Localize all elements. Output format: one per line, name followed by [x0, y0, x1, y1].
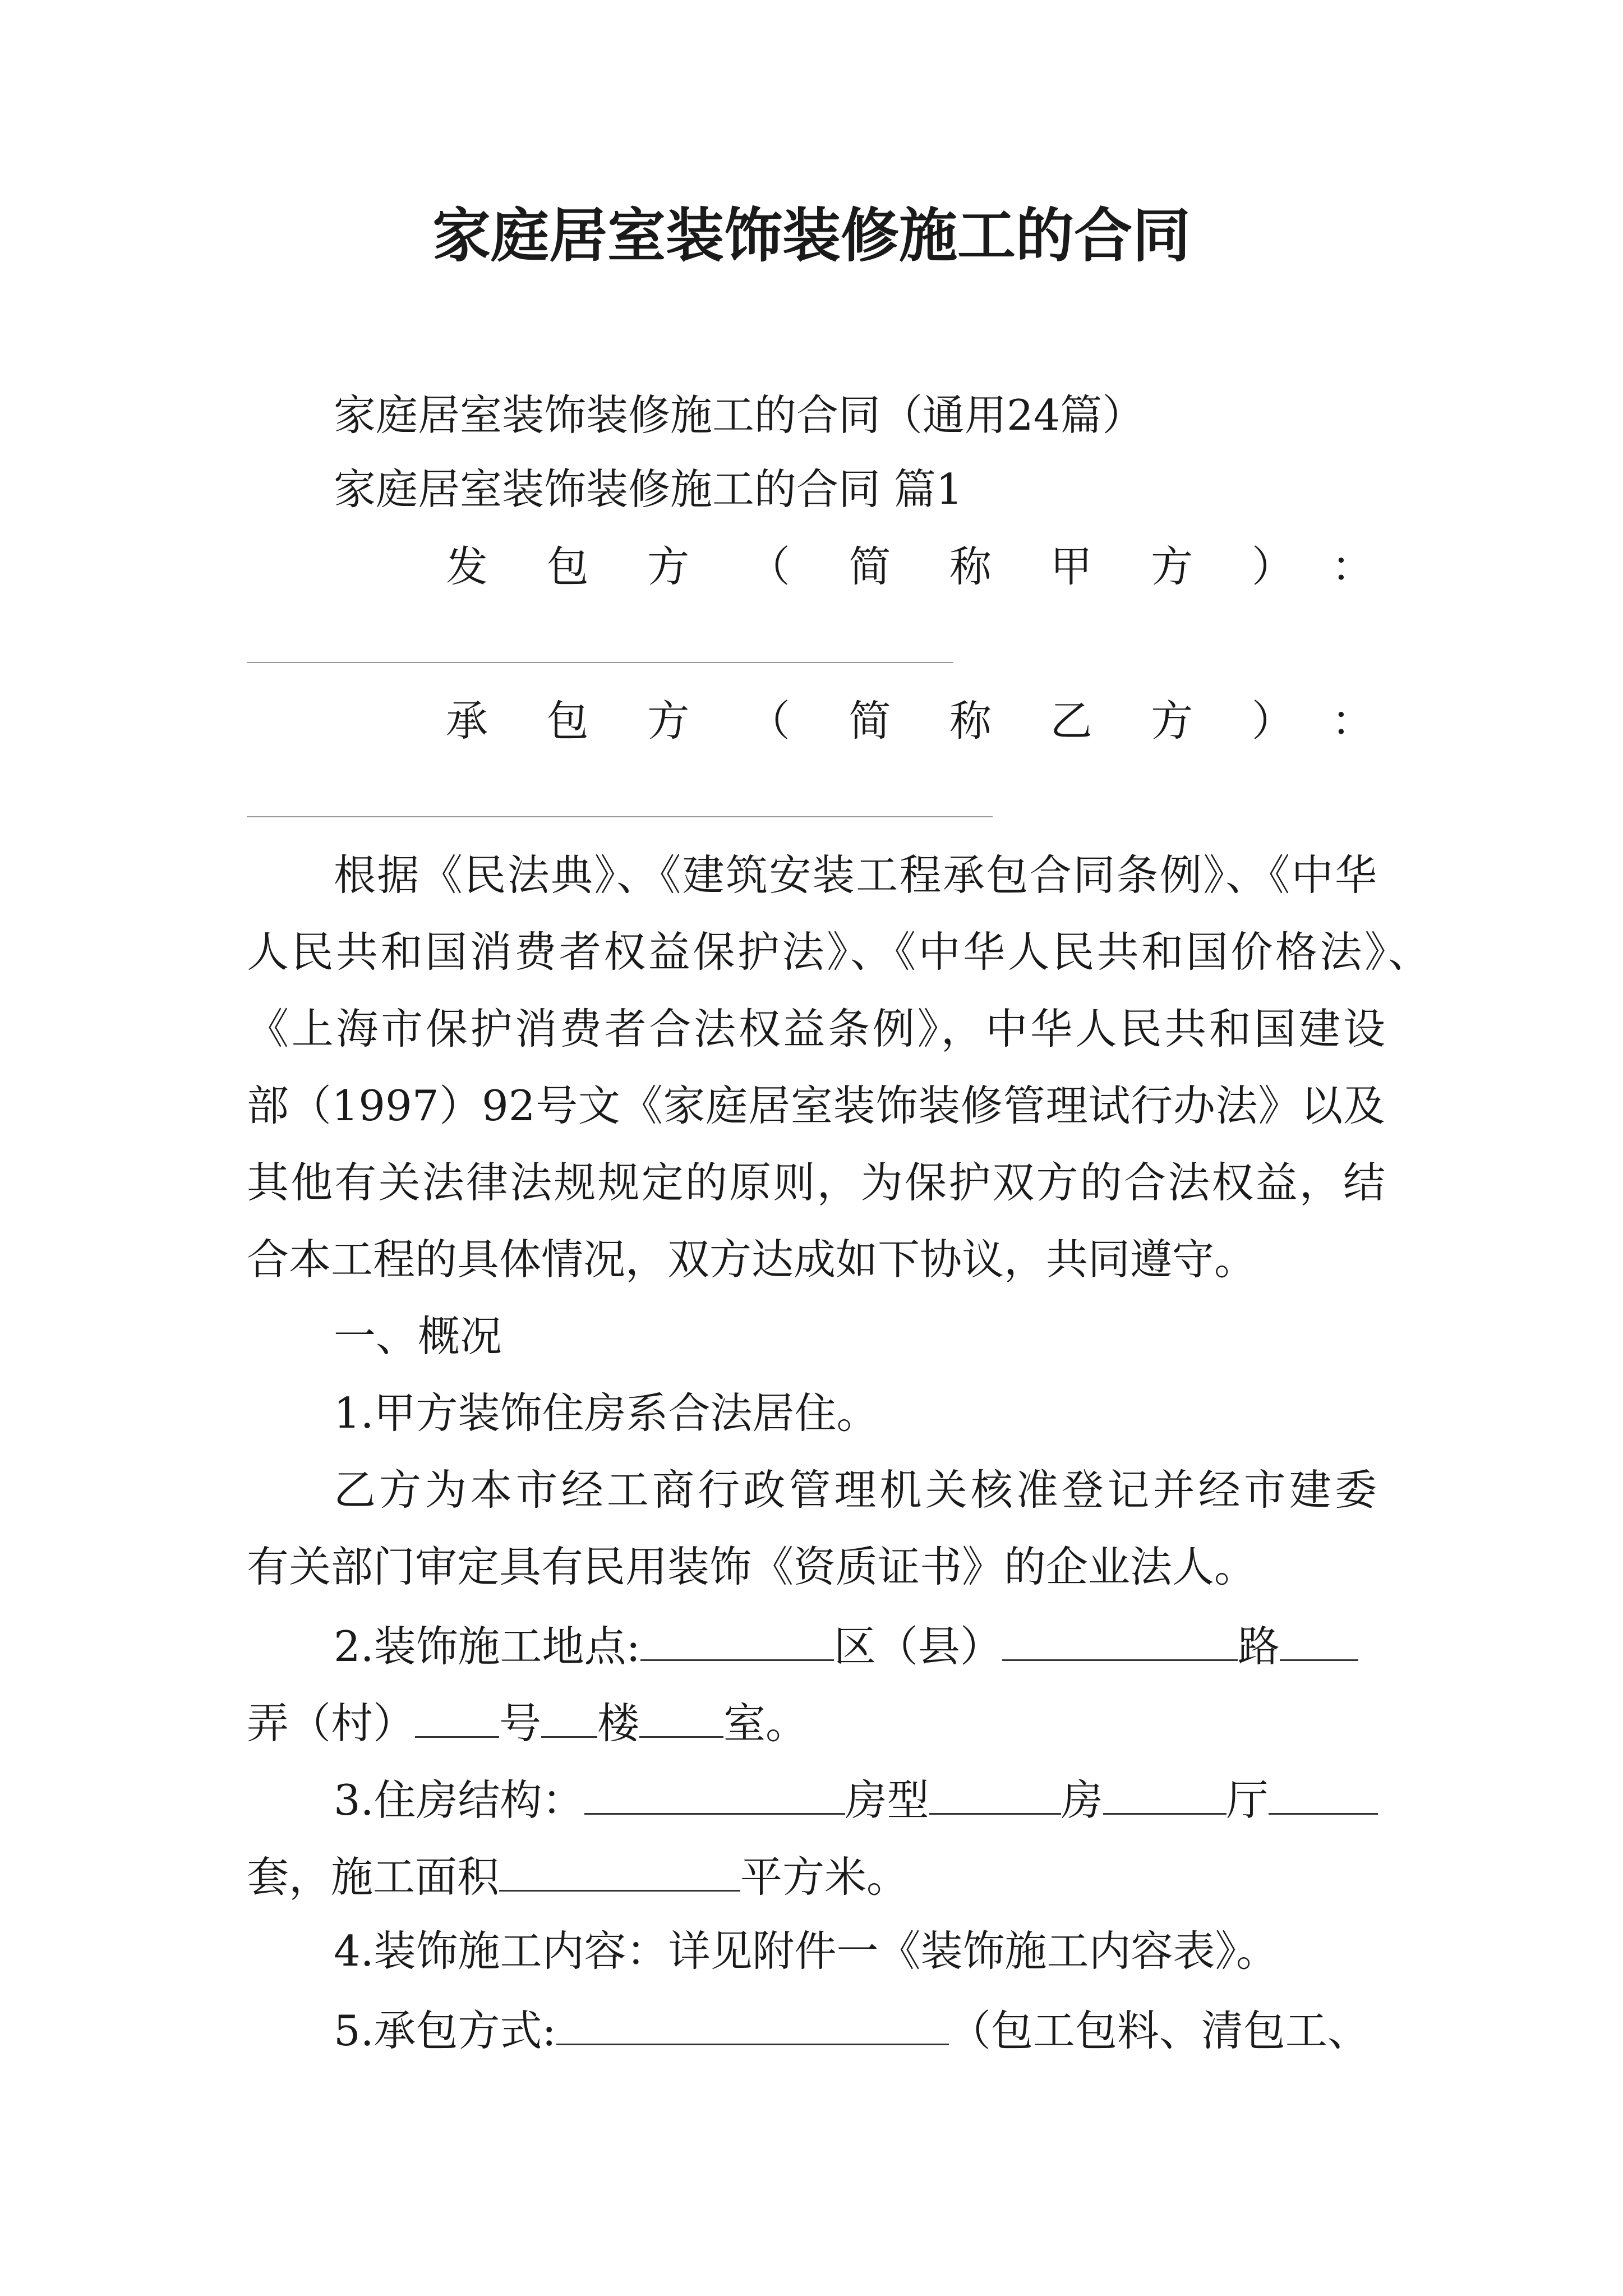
building-label: 楼: [597, 1699, 640, 1748]
structure-blank[interactable]: [584, 1769, 845, 1815]
party-b-signature-line: [247, 816, 993, 817]
party-b-label: 承包方（简称乙方）：: [446, 696, 1377, 746]
party-a-label: 发包方（简称甲方）：: [446, 542, 1377, 591]
preamble-line: 部（1997）92号文《家庭居室装饰装修管理试行办法》以及: [247, 1081, 1385, 1130]
clause-5-label: 5.承包方式:: [334, 2006, 556, 2055]
clause-2-label: 2.装饰施工地点:: [334, 1622, 640, 1671]
area-blank[interactable]: [499, 1846, 740, 1892]
contract-method-blank[interactable]: [556, 2000, 949, 2045]
number-label: 号: [499, 1699, 542, 1748]
clause-3-label: 3.住房结构：: [334, 1775, 584, 1825]
clause-1: 1.甲方装饰住房系合法居住。: [334, 1388, 879, 1438]
lane-blank[interactable]: [1280, 1616, 1358, 1661]
preamble-line: 其他有关法律法规规定的原则，为保护双方的合法权益，结: [247, 1158, 1385, 1207]
clause-3-structure-continued: [247, 1846, 1396, 1905]
contract-method-options: （包工包料、清包工、: [948, 2006, 1370, 2055]
road-label: 路: [1237, 1622, 1280, 1671]
set-area-label: 套，施工面积: [247, 1852, 500, 1902]
halls-label: 厅: [1226, 1775, 1269, 1825]
halls-blank[interactable]: [1269, 1769, 1378, 1815]
clause-5: [334, 2000, 1396, 2059]
chapter-heading: 一、概况: [334, 1312, 502, 1361]
preamble-line: 人民共和国消费者权益保护法》、《中华人民共和国价格法》、: [247, 927, 1430, 977]
clause-4: 4.装饰施工内容：详见附件一《装饰施工内容表》。: [334, 1926, 1279, 1976]
clause-3-structure: [334, 1769, 1396, 1828]
rooms-blank[interactable]: [1103, 1769, 1227, 1815]
district-blank[interactable]: [640, 1616, 834, 1661]
preamble-line: 《上海市保护消费者合法权益条例》，中华人民共和国建设: [247, 1004, 1385, 1053]
clause-1-continued: 乙方为本市经工商行政管理机关核准登记并经市建委: [334, 1465, 1377, 1515]
clause-2-address: [334, 1616, 1396, 1674]
room-type-label: 房型: [845, 1775, 929, 1825]
section-heading: 家庭居室装饰装修施工的合同 篇1: [334, 464, 963, 514]
room-label: 室。: [723, 1699, 808, 1748]
room-type-blank[interactable]: [929, 1769, 1061, 1815]
lane-label: 弄（村）: [247, 1699, 416, 1748]
building-blank[interactable]: [541, 1692, 597, 1738]
preamble-line: 合本工程的具体情况，双方达成如下协议，共同遵守。: [247, 1235, 1257, 1284]
road-blank[interactable]: [1002, 1616, 1238, 1661]
clause-1-continued: 有关部门审定具有民用装饰《资质证书》的企业法人。: [247, 1542, 1257, 1591]
document-title: 家庭居室装饰装修施工的合同: [432, 201, 1191, 270]
rooms-label: 房: [1061, 1775, 1103, 1825]
room-blank[interactable]: [639, 1692, 723, 1738]
preamble-line: 根据《民法典》、《建筑安装工程承包合同条例》、《中华: [334, 850, 1377, 900]
document-subtitle: 家庭居室装饰装修施工的合同（通用24篇）: [334, 390, 1145, 440]
district-label: 区（县）: [833, 1622, 1002, 1671]
party-a-signature-line: [247, 662, 953, 663]
area-unit: 平方米。: [740, 1852, 909, 1902]
clause-2-address-continued: [247, 1692, 1396, 1751]
number-blank[interactable]: [415, 1692, 499, 1738]
